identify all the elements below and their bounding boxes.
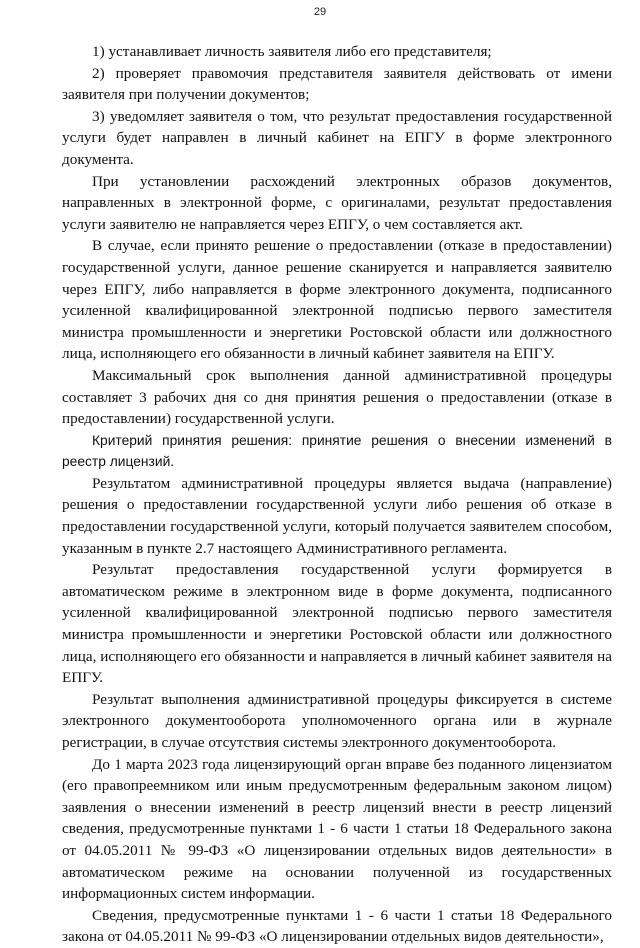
paragraph-notification: 3) уведомляет заявителя о том, что результат предоставления государственной услуги будет направлен в личный кабинет на ЕПГУ в форме электронного документа. — [62, 107, 612, 168]
paragraph-information-sources: Сведения, предусмотренные пунктами 1 - 6 части 1 статьи 18 Федерального закона от 04.05.2011 № 99-ФЗ «О лицензировании отдельных видов деятельности», — [62, 906, 612, 946]
paragraph-decision-delivery: В случае, если принято решение о предоставлении (отказе в предоставлении) государственной услуги, данное решение сканируется и направляется заявителю через ЕПГУ, либо направляется в форме электронного документа, подписанного усиленной квалифицированной электронной подписью первого заместителя министра промышленности и энергетики Ростовской области или должностного лица, исполняющего его обязанности в личный кабинет заявителя на ЕПГУ. — [62, 237, 612, 363]
paragraph-result-formation: Результат предоставления государственной услуги формируется в автоматическом режиме в электронном виде в форме документа, подписанного усиленной квалифицированной электронной подписью первого заместителя министра промышленности и энергетики Ростовской области или должностного лица, исполняющего его обязанности и направляется в личный кабинет заявителя на ЕПГУ. — [62, 561, 612, 687]
page-number: 29 — [313, 6, 327, 18]
paragraph-discrepancies: При установлении расхождений электронных образов документов, направленных в электронной форме, с оригиналами, результат предоставления услуги заявителю не направляется через ЕПГУ, о чем составляется акт. — [62, 172, 612, 233]
paragraph-max-term: Максимальный срок выполнения данной административной процедуры составляет 3 рабочих дня со дня принятия решения о предоставлении (отказе в предоставлении) государственной услуги. — [62, 366, 612, 428]
paragraph-authority-check: 2) проверяет правомочия представителя заявителя действовать от имени заявителя при получении документов; — [62, 64, 612, 104]
paragraph-register-changes: До 1 марта 2023 года лицензирующий орган вправе без поданного лицензиатом (его правопреемником или иным предусмотренным федеральным законом лицом) заявления о внесении изменений в реестр лицензий внести в реестр лицензий сведения, предусмотренные пунктами 1 - 6 части 1 статьи 18 Федерального закона от 04.05.2011 № 99-ФЗ «О лицензировании отдельных видов деятельности» в автоматическом режиме на основании полученной из государственных информационных систем информации. — [62, 755, 612, 903]
paragraph-identity-check: 1) устанавливает личность заявителя либо его представителя; — [92, 43, 492, 60]
paragraph-decision-criterion: Критерий принятия решения: принятие решения о внесении изменений в реестр лицензий. — [62, 432, 612, 470]
paragraph-result-recording: Результат выполнения административной процедуры фиксируется в системе электронного документооборота уполномоченного органа или в журнале регистрации, в случае отсутствия системы электронного документооборота. — [62, 690, 612, 751]
document-body — [62, 41, 612, 948]
paragraph-procedure-result: Результатом административной процедуры является выдача (направление) решения о предоставлении государственной услуги либо решения об отказе в предоставлении государственной услуги, который получается заявителем способом, указанным в пункте 2.7 настоящего Административного регламента. — [62, 474, 612, 557]
